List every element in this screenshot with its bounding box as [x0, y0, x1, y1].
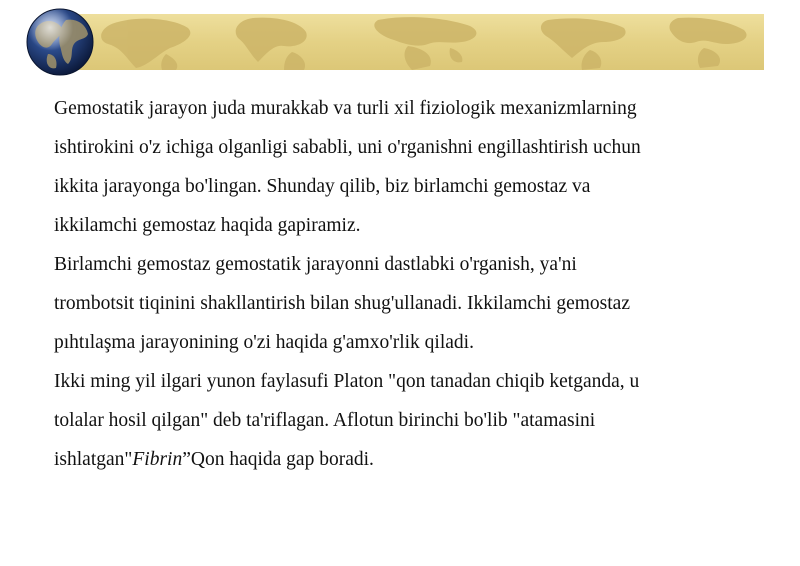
text-line: Gemostatik jarayon juda murakkab va turli xil fiziologik mexanizmlarning [54, 98, 637, 119]
text-segment: ishlatgan" [54, 449, 133, 470]
globe-icon [26, 8, 94, 76]
text-line: ishtirokini o'z ichiga olganligi sababli, uni o'rganishni engillashtirish uchun [54, 137, 641, 158]
text-line: Ikki ming yil ilgari yunon faylasufi Platon "qon tanadan chiqib ketganda, u [54, 371, 640, 392]
slide-body-text [54, 89, 774, 479]
text-line: ikkita jarayonga bo'lingan. Shunday qilib, biz birlamchi gemostaz va [54, 176, 591, 197]
text-line: ikkilamchi gemostaz haqida gapiramiz. [54, 215, 361, 236]
italic-term-fibrin: Fibrin [132, 449, 183, 470]
text-line: pıhtılaşma jarayonining o'zi haqida g'amxo'rlik qiladi. [54, 332, 474, 353]
text-line: tolalar hosil qilgan" deb ta'riflagan. Aflotun birinchi bo'lib "atamasini [54, 410, 596, 431]
world-map-banner [78, 14, 764, 70]
world-map-icon [78, 14, 764, 70]
text-line: trombotsit tiqinini shakllantirish bilan shug'ullanadi. Ikkilamchi gemostaz [54, 293, 630, 314]
paragraph-3 [54, 362, 774, 479]
text-line: Birlamchi gemostaz gemostatik jarayonni dastlabki o'rganish, ya'ni [54, 254, 577, 275]
text-segment: ”Qon haqida gap boradi. [182, 449, 374, 470]
paragraph-1 [54, 89, 774, 245]
paragraph-2 [54, 245, 774, 362]
text-line-last [54, 440, 774, 479]
